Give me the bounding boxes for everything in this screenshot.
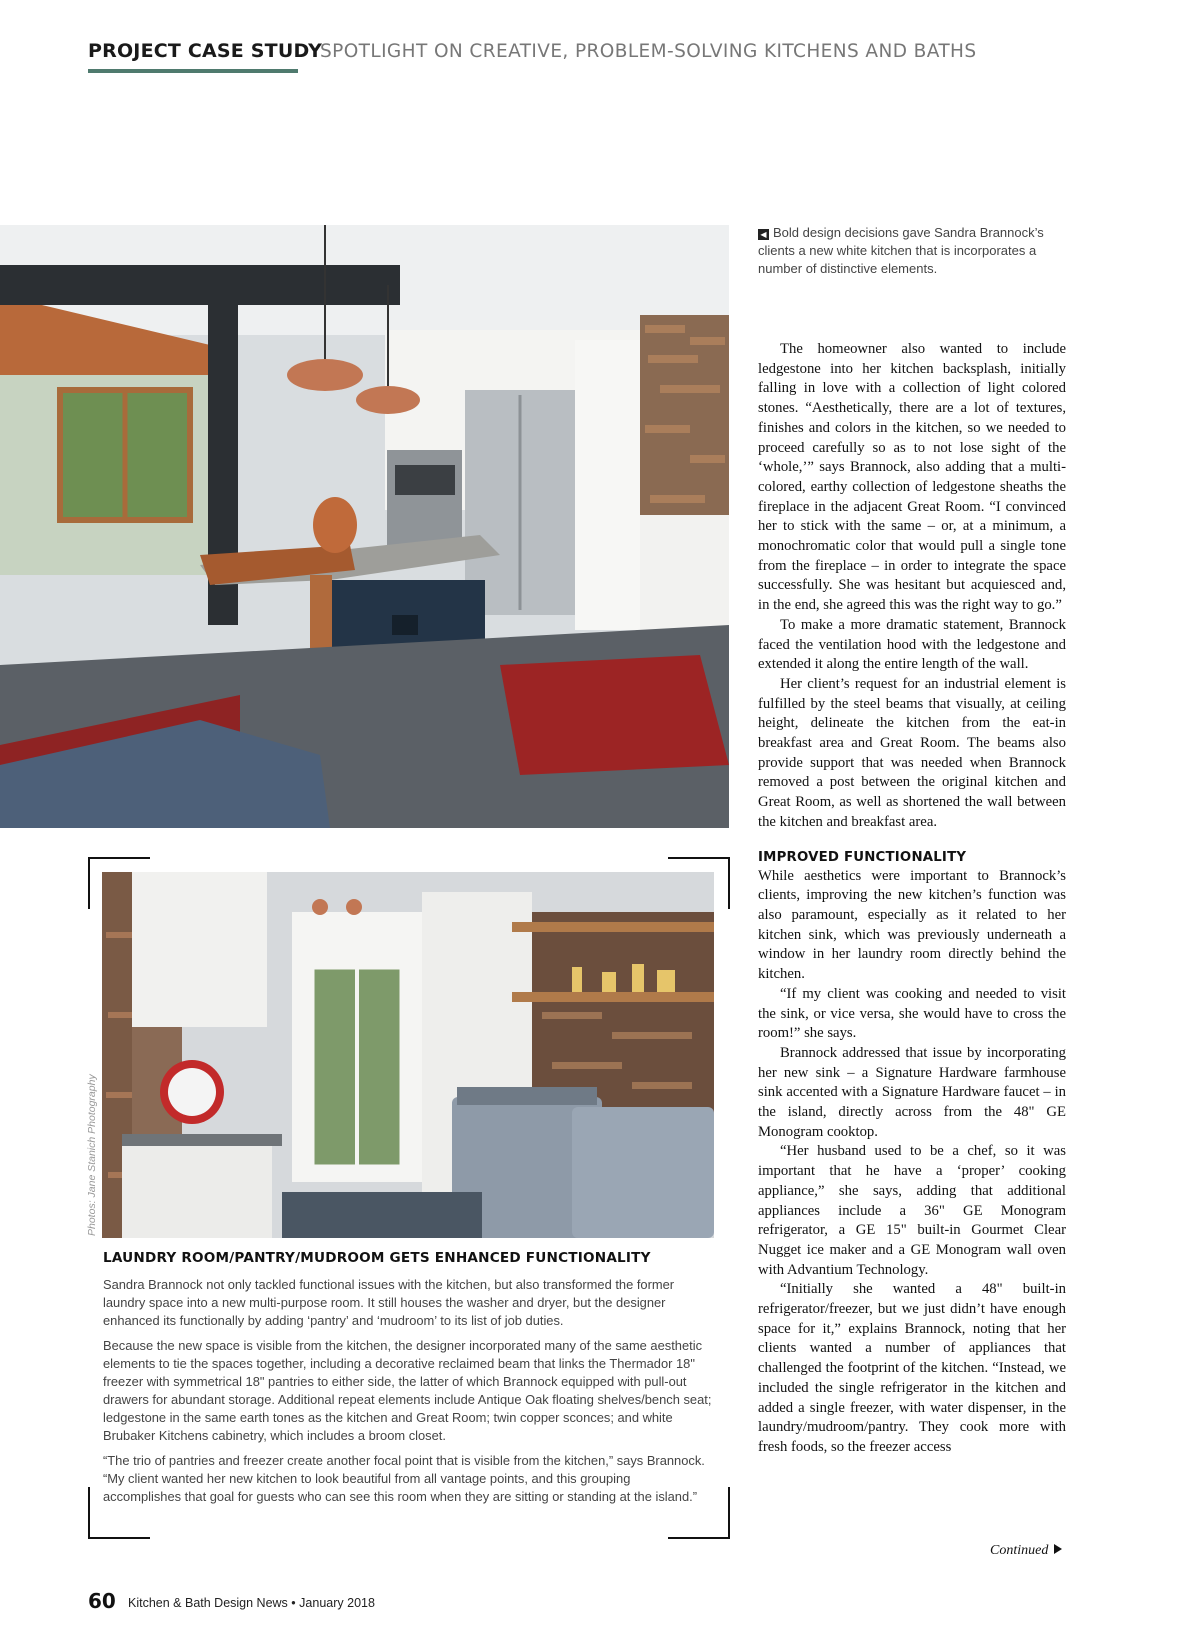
photo-credit: Photos: Jane Stanich Photography [86,1074,98,1236]
article-paragraph: Brannock addressed that issue by incorporating her new sink – a Signature Hardware farmhouse sink accented with a Signature Hardware faucet – in the island, directly across from the 48" GE Monogram cooktop. [758,1044,1066,1140]
kitchen-photo [0,225,729,828]
laundry-room-photo [102,872,714,1238]
article-paragraph: To make a more dramatic statement, Brannock faced the ventilation hood with the ledgestone and extended it along the entire length of the wall. [758,616,1066,673]
footer-separator: • [291,1596,296,1610]
article-paragraph: The homeowner also wanted to include ledgestone into her kitchen backsplash, initially falling in love with a collection of light colored stones. “Aesthetically, there are a lot of textures, finishes and colors in the kitchen, so we needed to proceed carefully so as to not lose sight of the ‘whole,’” says Brannock, also adding that a multi-colored, earthy collection of ledgestone sheaths the fireplace in the adjacent Great Room. “I convinced her to stick with the same – or, at a minimum, a monochromatic color that would pull a single tone from the fireplace – in order to integrate the space successfully. She was hesitant but acquiesced and, in the end, she agreed this was the right way to go.” [758,341,1066,614]
issue-date: January 2018 [299,1596,375,1610]
sidebar-paragraph: Because the new space is visible from the kitchen, the designer incorporated many of the same aesthetic elements to tie the spaces together, including a decorative reclaimed beam that links the Thermador 18" freezer with symmetrical 18" pantries to either side, the latter of which Brannock equipped with pull-out drawers for abundant storage. Additional repeat elements include Antique Oak floating shelves/bench seat; ledgestone in the same earth tones as the kitchen and Great Room; twin copper sconces; and white Brubaker Kitchens cabinetry, which includes a broom closet. [103,1338,712,1443]
continued-label: Continued [990,1543,1049,1558]
caption-text: Bold design decisions gave Sandra Brannock’s clients a new white kitchen that is incorporates a number of distinctive elements. [758,225,1044,276]
continued-arrow-icon [1054,1544,1062,1554]
page-number: 60 [88,1589,116,1613]
article-paragraph: “Her husband used to be a chef, so it was important that he have a ‘proper’ cooking appliance,” she says, adding that additional appliances include a 36" GE Monogram refrigerator, a GE 15" built-in Gourmet Clear Nugget ice maker and a GE Monogram wall oven with Advantium Technology. [758,1143,1066,1278]
article-subheading: IMPROVED FUNCTIONALITY [758,849,967,865]
caption-arrow-icon: ◀ [758,229,769,240]
article-column [758,340,1066,1458]
article-paragraph: Her client’s request for an industrial element is fulfilled by the steel beams that visually, at ceiling height, delineate the kitchen from the eat-in breakfast area and Great Room. The beams also provide support that was needed when Brannock removed a post between the original kitchen and Great Room, as well as shortened the wall between the kitchen and breakfast area. [758,675,1066,830]
publication-name: Kitchen & Bath Design News [128,1596,288,1610]
article-paragraph: “If my client was cooking and needed to visit the sink, or vice versa, she would have to cross the room!” she says. [758,985,1066,1042]
section-title-underline [88,69,298,73]
photo-caption [758,224,1058,278]
article-paragraph: “Initially she wanted a 48" built-in refrigerator/freezer, but we just didn’t have enough space for it,” explains Brannock, noting that her clients wanted a number of appliances that challenged the footprint of the kitchen. “Instead, we included the single refrigerator in the kitchen and added a single freezer, with water dispenser, in the laundry/mudroom/pantry. They cook more with fresh foods, so the freezer access [758,1281,1066,1455]
footer-publication-line [128,1596,375,1610]
sidebar-title: LAUNDRY ROOM/PANTRY/MUDROOM GETS ENHANCED FUNCTIONALITY [103,1250,651,1266]
section-subtitle: SPOTLIGHT ON CREATIVE, PROBLEM-SOLVING KITCHENS AND BATHS [320,41,977,62]
sidebar-body [103,1276,712,1513]
section-title: PROJECT CASE STUDY [88,40,323,62]
sidebar-paragraph: Sandra Brannock not only tackled functional issues with the kitchen, but also transformed the former laundry space into a new multi-purpose room. It still houses the washer and dryer, but the designer enhanced its functionally by adding ‘pantry’ and ‘mudroom’ to its list of job duties. [103,1277,675,1328]
continued-link[interactable] [990,1543,1062,1559]
sidebar-paragraph: “The trio of pantries and freezer create another focal point that is visible from the kitchen,” says Brannock. “My client wanted her new kitchen to look beautiful from all vantage points, and this grouping accomplishes that goal for guests who can see this room when they are sitting or standing at the island.” [103,1453,705,1504]
article-paragraph: While aesthetics were important to Brannock’s clients, improving the new kitchen’s function was also paramount, especially as it related to her kitchen sink, which was previously underneath a window in her laundry room directly behind the kitchen. [758,867,1066,983]
